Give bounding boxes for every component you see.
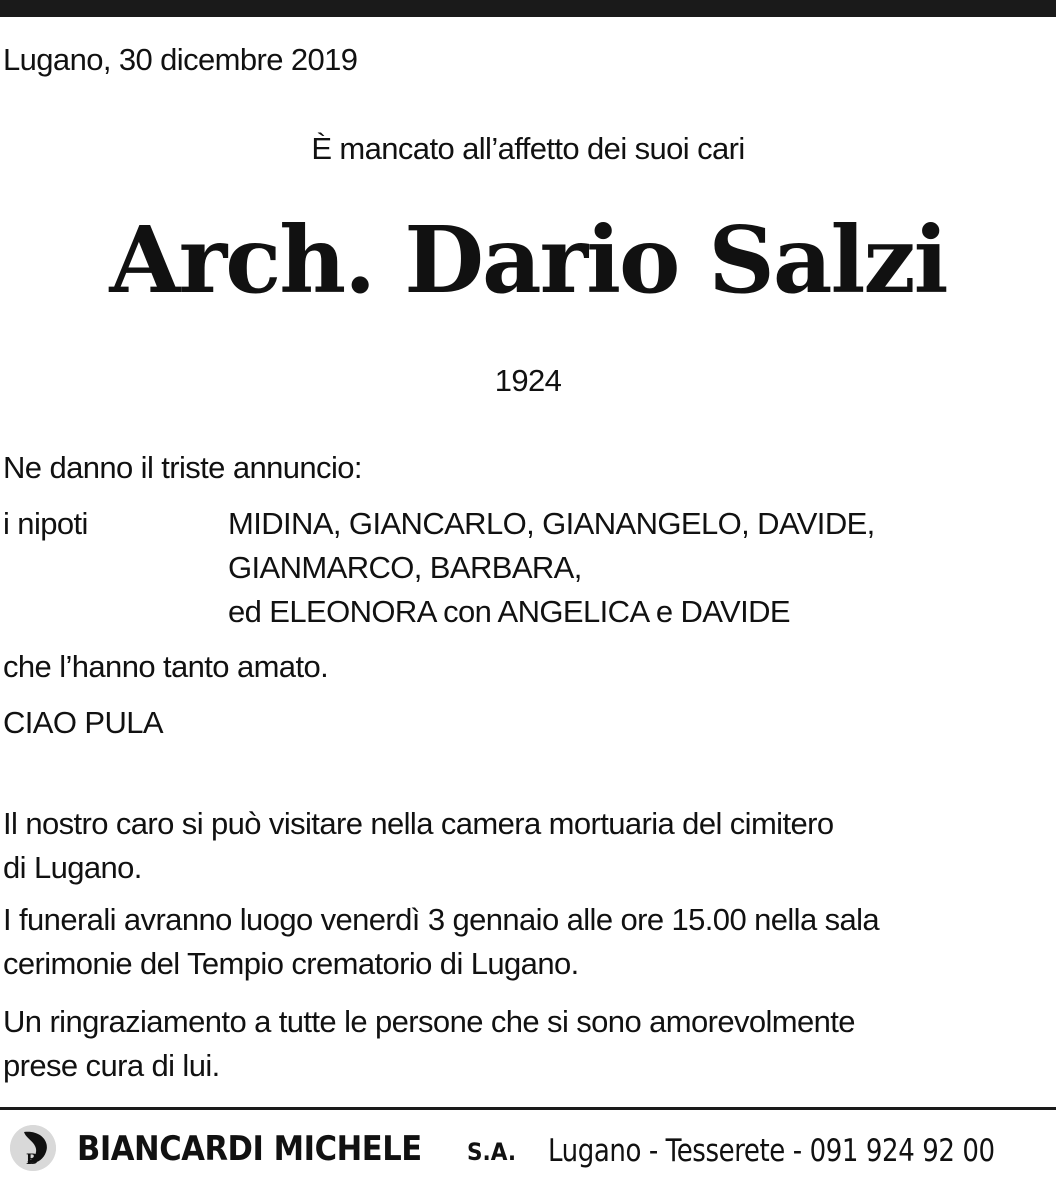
company-suffix: S.A. — [467, 1138, 517, 1166]
relatives-line: MIDINA, GIANCARLO, GIANANGELO, DAVIDE, — [228, 506, 875, 541]
funeral-home-logo-icon — [10, 1125, 56, 1171]
footer-divider — [0, 1107, 1056, 1110]
relatives-list — [228, 502, 1048, 634]
visitation-line: di Lugano. — [3, 850, 142, 885]
funeral-line: cerimonie del Tempio crematorio di Lugano. — [3, 946, 579, 981]
visitation-paragraph — [3, 802, 1053, 890]
thanks-line: Un ringraziamento a tutte le persone che si sono amorevolmente — [3, 1004, 855, 1039]
visitation-line: Il nostro caro si può visitare nella camera mortuaria del cimitero — [3, 806, 834, 841]
funeral-line: I funerali avranno luogo venerdì 3 gennaio alle ore 15.00 nella sala — [3, 902, 880, 937]
birth-year: 1924 — [494, 363, 562, 398]
company-name: BIANCARDI MICHELE — [77, 1129, 422, 1169]
place-date: Lugano, 30 dicembre 2019 — [3, 42, 358, 77]
intro-line: È mancato all’affetto dei suoi cari — [311, 131, 745, 166]
thanks-paragraph — [3, 1000, 1053, 1088]
deceased-name: Arch. Dario Salzi — [109, 206, 947, 314]
relatives-line: ed ELEONORA con ANGELICA e DAVIDE — [228, 594, 790, 629]
relation-label: i nipoti — [3, 506, 88, 541]
relatives-line: GIANMARCO, BARBARA, — [228, 550, 582, 585]
company-contact: Lugano - Tesserete - 091 924 92 00 — [548, 1133, 995, 1169]
farewell-line: CIAO PULA — [3, 705, 163, 740]
logo-letter: B — [26, 1152, 38, 1168]
thanks-line: prese cura di lui. — [3, 1048, 220, 1083]
closing-line: che l’hanno tanto amato. — [3, 649, 329, 684]
funeral-paragraph — [3, 898, 1053, 986]
announcement-lead: Ne danno il triste annuncio: — [3, 450, 362, 485]
top-divider — [0, 0, 1056, 17]
